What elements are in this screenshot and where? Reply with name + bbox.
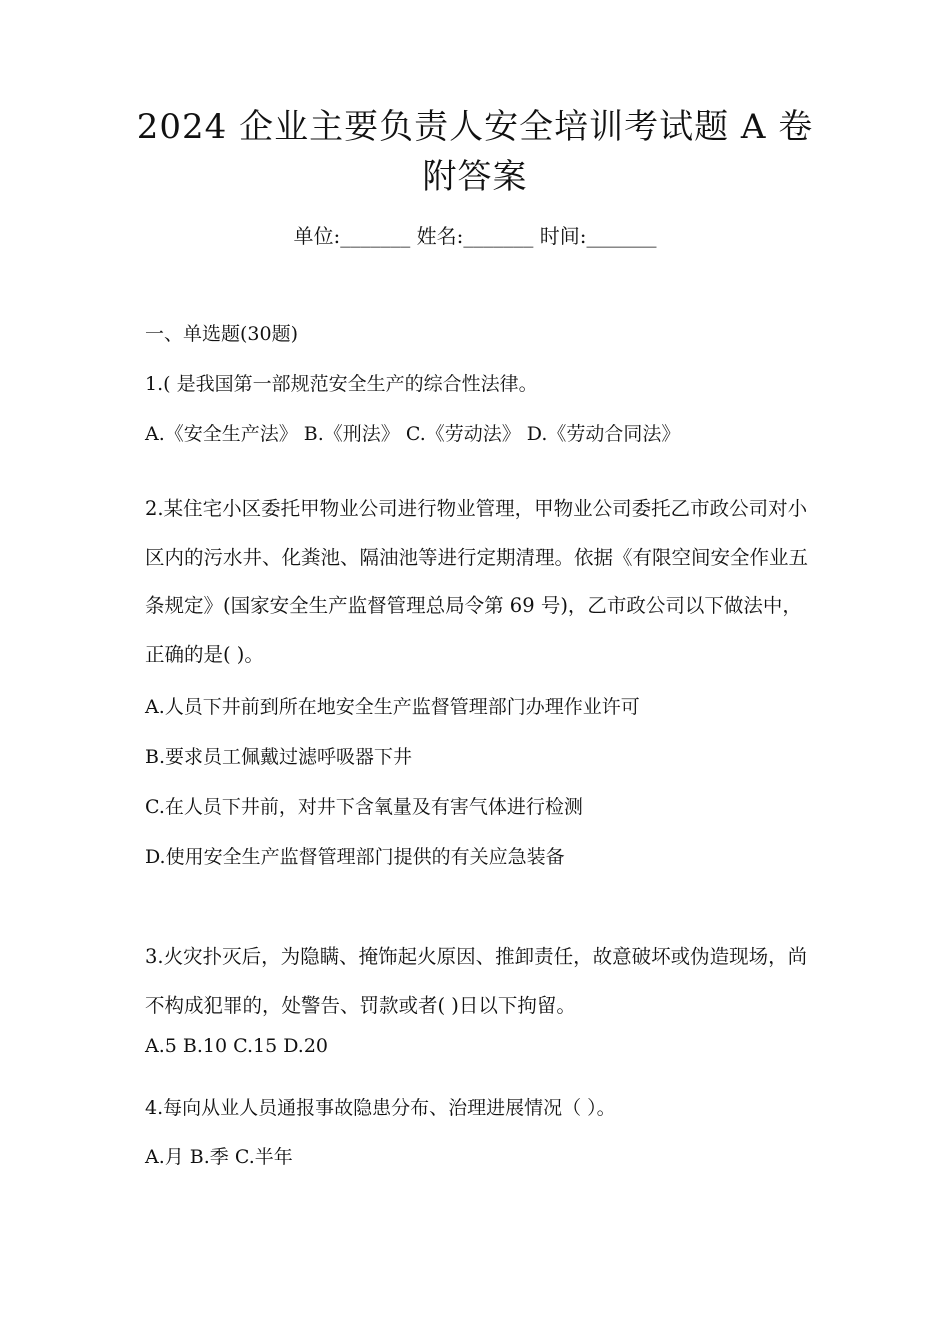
question-2-option-c: C.在人员下井前，对井下含氧量及有害气体进行检测 — [145, 796, 583, 818]
question-3-options: A.5 B.10 C.15 D.20 — [145, 1035, 328, 1057]
question-2-option-b: B.要求员工佩戴过滤呼吸器下井 — [145, 746, 413, 768]
question-1-stem: 1.( 是我国第一部规范安全生产的综合性法律。 — [145, 373, 538, 395]
document-meta-fields: 单位:_______ 姓名:_______ 时间:_______ — [293, 224, 657, 248]
question-4-options: A.月 B.季 C.半年 — [145, 1146, 293, 1168]
question-4-stem: 4.每向从业人员通报事故隐患分布、治理进展情况（ ）。 — [145, 1097, 616, 1119]
question-1-options: A.《安全生产法》 B.《刑法》 C.《劳动法》 D.《劳动合同法》 — [145, 423, 681, 445]
question-2-stem: 2.某住宅小区委托甲物业公司进行物业管理，甲物业公司委托乙市政公司对小区内的污水井、化粪池、隔油池等进行定期清理。依据《有限空间安全作业五条规定》(国家安全生产监督管理总局令第 69 号)，乙市政公司以下做法中，正确的是( )。 — [145, 497, 809, 666]
question-2-option-d: D.使用安全生产监督管理部门提供的有关应急装备 — [145, 846, 565, 868]
question-3-stem: 3.火灾扑灭后，为隐瞒、掩饰起火原因、推卸责任，故意破坏或伪造现场，尚不构成犯罪的，处警告、罚款或者( )日以下拘留。 — [145, 945, 808, 1017]
document-title-line2: 附答案 — [422, 157, 528, 197]
document-title-line1: 2024 企业主要负责人安全培训考试题 A 卷 — [136, 107, 814, 147]
question-2-option-a: A.人员下井前到所在地安全生产监督管理部门办理作业许可 — [145, 696, 640, 718]
section-heading: 一、单选题(30题) — [145, 323, 299, 345]
